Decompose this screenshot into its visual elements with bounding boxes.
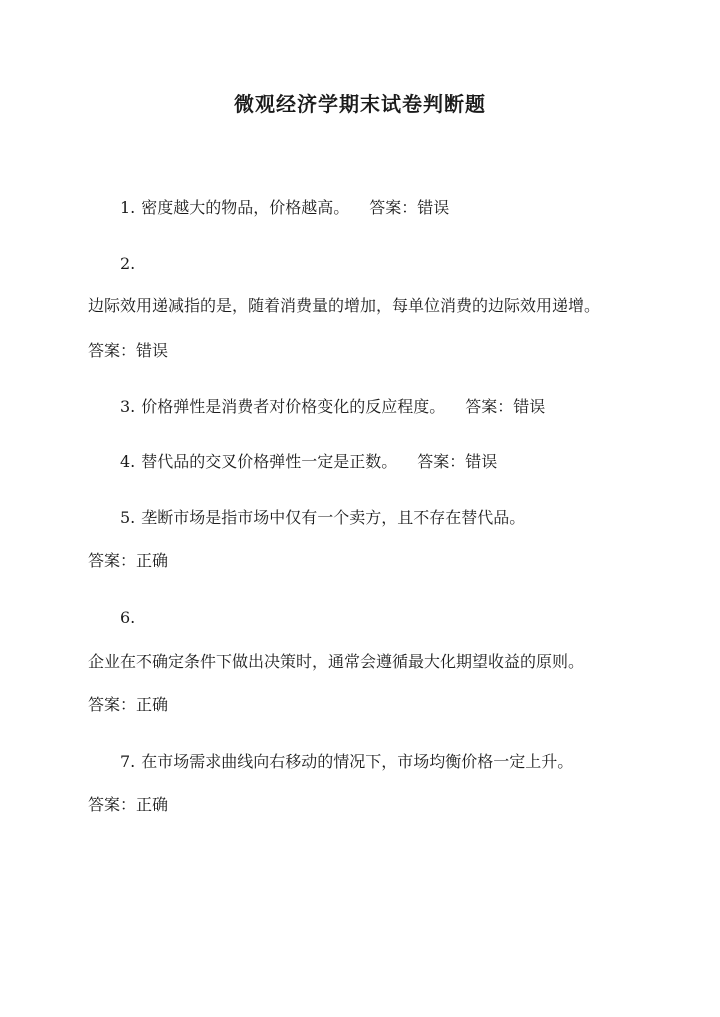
question-text: 在市场需求曲线向右移动的情况下，市场均衡价格一定上升。 bbox=[141, 752, 574, 771]
answer-text: 答案：错误 bbox=[369, 198, 450, 217]
question-number: 1. bbox=[120, 198, 136, 217]
question-3 bbox=[120, 395, 545, 419]
question-number: 3. bbox=[120, 397, 136, 416]
question-text: 边际效用递减指的是，随着消费量的增加，每单位消费的边际效用递增。 bbox=[88, 296, 601, 315]
question-number: 5. bbox=[120, 508, 136, 527]
question-7 bbox=[120, 750, 573, 774]
question-1 bbox=[120, 196, 449, 220]
question-number: 7. bbox=[120, 752, 136, 771]
question-number: 4. bbox=[120, 452, 136, 471]
answer-text: 答案：正确 bbox=[88, 795, 169, 814]
answer-text: 答案：错误 bbox=[88, 341, 169, 360]
question-text: 企业在不确定条件下做出决策时，通常会遵循最大化期望收益的原则。 bbox=[88, 652, 585, 671]
page-title: 微观经济学期末试卷判断题 bbox=[234, 92, 486, 116]
question-text: 替代品的交叉价格弹性一定是正数。 bbox=[141, 452, 398, 471]
question-text: 密度越大的物品，价格越高。 bbox=[141, 198, 350, 217]
question-text: 垄断市场是指市场中仅有一个卖方，且不存在替代品。 bbox=[141, 508, 526, 527]
question-5 bbox=[120, 506, 525, 530]
question-number: 2. bbox=[120, 254, 136, 273]
question-number: 6. bbox=[120, 608, 136, 627]
answer-text: 答案：正确 bbox=[88, 551, 169, 570]
question-4 bbox=[120, 450, 497, 474]
answer-text: 答案：错误 bbox=[465, 397, 546, 416]
answer-text: 答案：错误 bbox=[417, 452, 498, 471]
question-text: 价格弹性是消费者对价格变化的反应程度。 bbox=[141, 397, 446, 416]
answer-text: 答案：正确 bbox=[88, 695, 169, 714]
